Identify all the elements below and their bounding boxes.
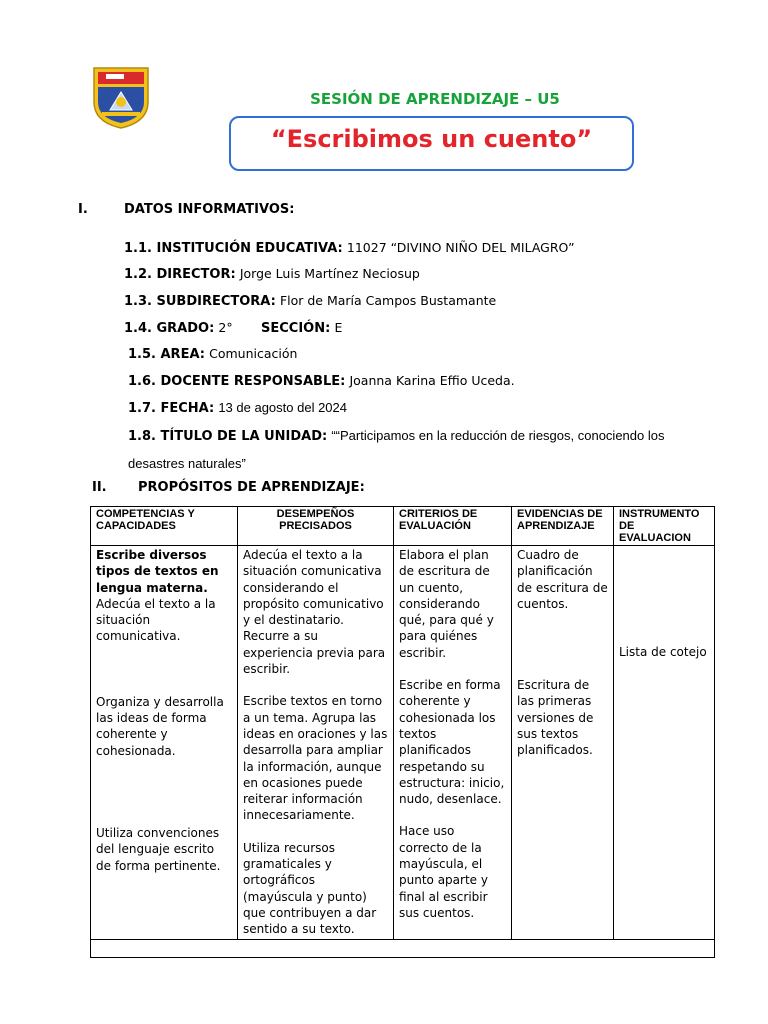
info-value: 13 de agosto del 2024 <box>218 400 347 415</box>
info-seccion <box>261 320 342 336</box>
spacer <box>619 547 709 644</box>
cell-evidencias <box>512 546 614 940</box>
empty-cell <box>91 939 715 957</box>
section-1-title: DATOS INFORMATIVOS: <box>124 202 295 217</box>
info-fecha <box>128 400 347 416</box>
session-subtitle: SESIÓN DE APRENDIZAJE – U5 <box>310 90 560 108</box>
info-label: 1.4. GRADO: <box>124 321 215 336</box>
spacer <box>96 645 232 694</box>
instrumento-value: Lista de cotejo <box>619 645 707 659</box>
spacer <box>96 759 232 825</box>
info-label: 1.6. DOCENTE RESPONSABLE: <box>128 374 346 389</box>
table-header-row <box>91 507 715 546</box>
section-2-number: II. <box>92 480 107 495</box>
competencia-main: Escribe diversos tipos de textos en lengua materna. <box>96 548 219 595</box>
criterio-2: Escribe en forma coherente y cohesionada los textos planificados respetando su estructura: inicio, nudo, desenlace. <box>399 678 505 807</box>
desempeno-1: Adecúa el texto a la situación comunicativa considerando el propósito comunicativo y el destinatario. Recurre a su experiencia previa para escribir. <box>243 548 386 677</box>
info-titulo-unidad <box>128 428 664 444</box>
info-label: 1.3. SUBDIRECTORA: <box>124 294 276 309</box>
desempeno-2: Escribe textos en torno a un tema. Agrupa las ideas en oraciones y las desarrolla para ampliar la información, aunque en ocasiones puede reiterar información innecesariamente. <box>243 694 388 823</box>
info-director <box>124 266 420 282</box>
info-label: SECCIÓN: <box>261 321 331 336</box>
info-value: Flor de María Campos Bustamante <box>279 293 497 308</box>
cell-criterios <box>394 546 512 940</box>
info-titulo-unidad-cont <box>128 456 246 472</box>
desempeno-3: Utiliza recursos gramaticales y ortográficos (mayúscula y punto) que contribuyen a dar sentido a su texto. <box>243 840 377 937</box>
info-label: 1.7. FECHA: <box>128 401 215 416</box>
info-value: ““Participamos en la reducción de riesgos, conociendo los <box>331 428 665 443</box>
school-crest-logo <box>92 66 150 130</box>
criterio-3: Hace uso correcto de la mayúscula, el punto aparte y final al escribir sus cuentos. <box>399 824 488 920</box>
info-value: E <box>334 320 343 335</box>
title-box <box>229 116 634 171</box>
info-label: 1.8. TÍTULO DE LA UNIDAD: <box>128 429 328 444</box>
criterio-1: Elabora el plan de escritura de un cuento, considerando qué, para qué y para quiénes escribir. <box>399 548 494 660</box>
cell-desempenos <box>238 546 394 940</box>
header-instrumento: INSTRUMENTO DE EVALUACION <box>614 507 715 546</box>
info-docente <box>128 373 515 389</box>
info-value: 11027 “DIVINO NIÑO DEL MILAGRO” <box>346 240 575 255</box>
section-1-number: I. <box>78 202 88 217</box>
header-criterios: CRITERIOS DE EVALUACIÓN <box>394 507 512 546</box>
cell-instrumento <box>614 546 715 940</box>
spacer <box>399 807 506 823</box>
info-subdirectora <box>124 293 496 309</box>
info-value: 2° <box>218 320 233 335</box>
capacidad-3: Utiliza convenciones del lenguaje escrito de forma pertinente. <box>96 825 221 873</box>
info-label: 1.5. AREA: <box>128 347 205 362</box>
session-title: “Escribimos un cuento” <box>270 124 593 153</box>
table-empty-row <box>91 939 715 957</box>
section-2-title: PROPÓSITOS DE APRENDIZAJE: <box>138 480 365 495</box>
learning-purposes-table <box>90 506 715 958</box>
info-value: Joanna Karina Effio Uceda. <box>349 373 515 388</box>
capacidad-2: Organiza y desarrolla las ideas de forma coherente y cohesionada. <box>96 694 224 758</box>
evidencia-1: Cuadro de planificación de escritura de cuentos. <box>517 548 608 611</box>
info-value-continued: desastres naturales” <box>128 456 246 471</box>
info-institucion <box>124 240 575 256</box>
info-value: Jorge Luis Martínez Neciosup <box>239 266 420 281</box>
header-desempenos: DESEMPEÑOS PRECISADOS <box>238 507 394 546</box>
info-value: Comunicación <box>209 346 298 361</box>
info-label: 1.1. INSTITUCIÓN EDUCATIVA: <box>124 241 343 256</box>
capacidad-1: Adecúa el texto a la situación comunicativa. <box>96 596 216 644</box>
cell-competencias <box>91 546 238 940</box>
header-evidencias: EVIDENCIAS DE APRENDIZAJE <box>512 507 614 546</box>
spacer <box>243 677 388 693</box>
header-competencias: COMPETENCIAS Y CAPACIDADES <box>91 507 238 546</box>
spacer <box>399 661 506 677</box>
table-row <box>91 546 715 940</box>
info-area <box>128 346 297 362</box>
spacer <box>243 824 388 840</box>
info-grado <box>124 320 233 336</box>
info-label: 1.2. DIRECTOR: <box>124 267 236 282</box>
evidencia-2: Escritura de las primeras versiones de sus textos planificados. <box>517 678 594 758</box>
spacer <box>517 612 608 677</box>
